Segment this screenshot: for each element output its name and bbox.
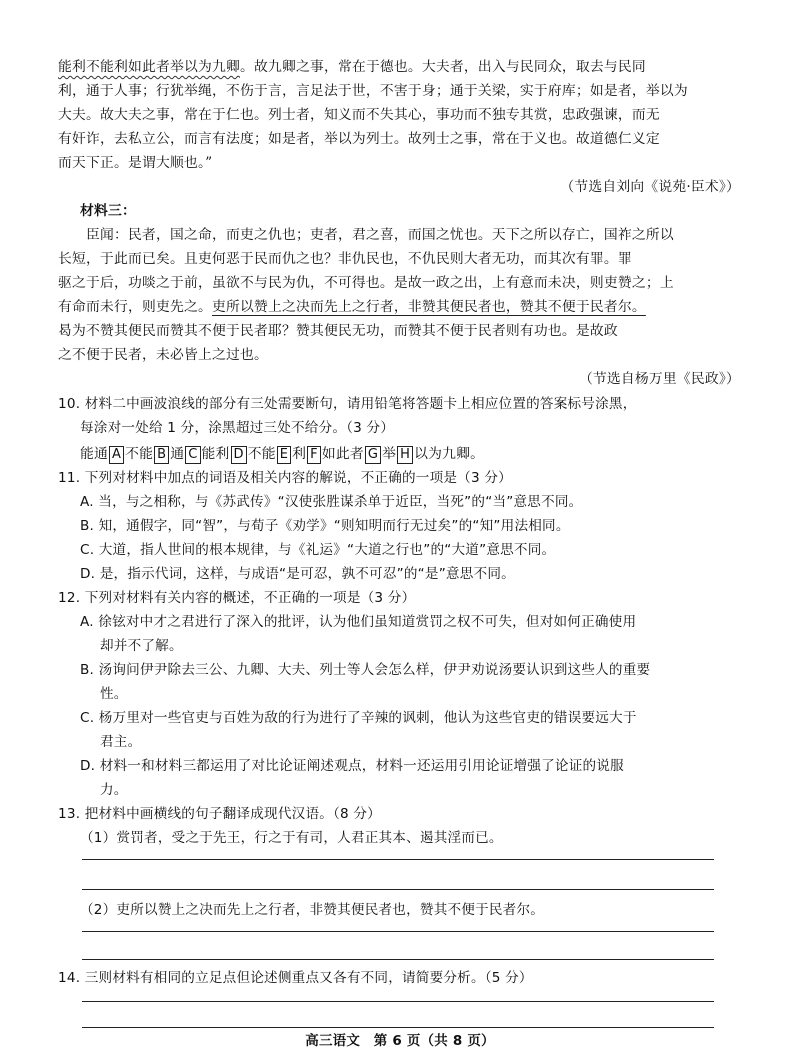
passage3-line-6: 之不便于民者，未必皆上之过也。 [58, 347, 268, 363]
wavy-underlined-text: 能利不能利如此者举以为九卿 [58, 59, 240, 75]
answer-mark-g[interactable]: G [365, 446, 381, 464]
answer-mark-a[interactable]: A [109, 446, 124, 464]
underlined-sentence: 吏所以赞上之决而先上之行者，非赞其便民者也，赞其不便于民者尔。 [211, 299, 646, 315]
answer-mark-f[interactable]: F [307, 446, 321, 464]
passage3-source: （节选自杨万里《民政》） [578, 371, 740, 387]
q12-option-d-2: 力。 [100, 782, 128, 798]
q12-option-a-2: 却并不了解。 [100, 638, 183, 654]
answer-mark-h[interactable]: H [397, 446, 413, 464]
q12-option-b-1: B. 汤询问伊尹除去三公、九卿、大夫、列士等人会怎么样，伊尹劝说汤要认识到这些人的重要 [80, 662, 651, 678]
q10-options-line: 能通 A 不能 B 通 C 能利 D 不能 E 利 F 如此者 G 举 H 以为九卿。 [80, 446, 485, 462]
answer-mark-d[interactable]: D [231, 446, 247, 464]
passage2-source: （节选自刘向《说苑·臣术》） [560, 179, 740, 195]
answer-line[interactable] [82, 1001, 714, 1002]
q11-option-d: D. 是，指示代词，这样，与成语“是可忍，孰不可忍”的“是”意思不同。 [80, 566, 515, 582]
passage3-line-5: 曷为不赞其便民而赞其不便于民者耶？赞其便民无功，而赞其不便于民者则有功也。是故政 [58, 323, 618, 339]
q11-stem: 11. 下列对材料中加点的词语及相关内容的解说，不正确的一项是（3 分） [58, 470, 512, 486]
q13-sentence-2: （2）吏所以赞上之决而先上之行者，非赞其便民者也，赞其不便于民者尔。 [80, 902, 545, 918]
answer-line[interactable] [82, 959, 714, 960]
answer-mark-c[interactable]: C [185, 446, 200, 464]
passage3-line-4: 有命而未行，则吏先之。吏所以赞上之决而先上之行者，非赞其便民者也，赞其不便于民者尔。 [58, 299, 646, 315]
answer-line[interactable] [82, 889, 714, 890]
answer-line[interactable] [82, 1027, 714, 1028]
q11-option-c: C. 大道，指人世间的根本规律，与《礼运》“大道之行也”的“大道”意思不同。 [80, 542, 556, 558]
q13-sentence-1: （1）赏罚者，受之于先王，行之于有司，人君正其本、遏其淫而已。 [80, 830, 503, 846]
q12-option-d-1: D. 材料一和材料三都运用了对比论证阐述观点，材料一还运用引用论证增强了论证的说服 [80, 758, 624, 774]
passage3-line-2: 长短，于此而已矣。且吏何恶于民而仇之也？非仇民也，不仇民则大者无功，而其次有罪。罪 [58, 251, 632, 267]
passage2-line-1: 能利不能利如此者举以为九卿。故九卿之事，常在于德也。大夫者，出入与民同众，取去与民同 [58, 59, 646, 75]
q13-stem: 13. 把材料中画横线的句子翻译成现代汉语。（8 分） [58, 806, 381, 822]
passage3-line-3: 驱之于后，功啖之于前，虽欲不与民为仇，不可得也。是故一政之出，上有意而未决，则吏赞之；上 [58, 275, 674, 291]
q10-stem-1: 10. 材料二中画波浪线的部分有三处需要断句，请用铅笔将答题卡上相应位置的答案标号涂黑， [58, 396, 637, 412]
passage2-line-2: 利，通于人事；行犹举绳，不伤于言，言足法于世，不害于身；通于关梁，实于府库；如是者，举以为 [58, 83, 688, 99]
passage2-line-3: 大夫。故大夫之事，常在于仁也。列士者，知义而不失其心，事功而不独专其赏，忠政强谏，而无 [58, 107, 660, 123]
passage3-line-1: 臣闻：民者，国之命，而吏之仇也；吏者，君之喜，而国之忧也。天下之所以存亡，国祚之所以 [86, 227, 674, 243]
answer-line[interactable] [82, 859, 714, 860]
passage2-line-5: 而天下正。是谓大顺也。” [58, 155, 213, 171]
q12-stem: 12. 下列对材料有关内容的概述，不正确的一项是（3 分） [58, 590, 416, 606]
page-footer: 高三语文 第 6 页（共 8 页） [305, 1033, 495, 1049]
q12-option-c-1: C. 杨万里对一些官吏与百姓为敌的行为进行了辛辣的讽刺，他认为这些官吏的错误要远大于 [80, 710, 637, 726]
q12-option-a-1: A. 徐铉对中才之君进行了深入的批评，认为他们虽知道赏罚之权不可失，但对如何正确使用 [80, 614, 637, 630]
passage2-line-4: 有奸诈，去私立公，而言有法度；如是者，举以为列士。故列士之事，常在于义也。故道德仁义定 [58, 131, 660, 147]
q12-option-b-2: 性。 [100, 686, 128, 702]
answer-mark-e[interactable]: E [277, 446, 291, 464]
q14-stem: 14. 三则材料有相同的立足点但论述侧重点又各有不同，请简要分析。（5 分） [58, 970, 533, 986]
answer-mark-b[interactable]: B [154, 446, 169, 464]
q10-stem-2: 每涂对一处给 1 分，涂黑超过三处不给分。（3 分） [80, 420, 395, 436]
q11-option-a: A. 当，与之相称，与《苏武传》“汉使张胜谋杀单于近臣，当死”的“当”意思不同。 [80, 494, 583, 510]
q11-option-b: B. 知，通假字，同“智”，与荀子《劝学》“则知明而行无过矣”的“知”用法相同。 [80, 518, 570, 534]
answer-line[interactable] [82, 931, 714, 932]
q12-option-c-2: 君主。 [100, 734, 142, 750]
passage3-heading: 材料三： [80, 203, 136, 219]
